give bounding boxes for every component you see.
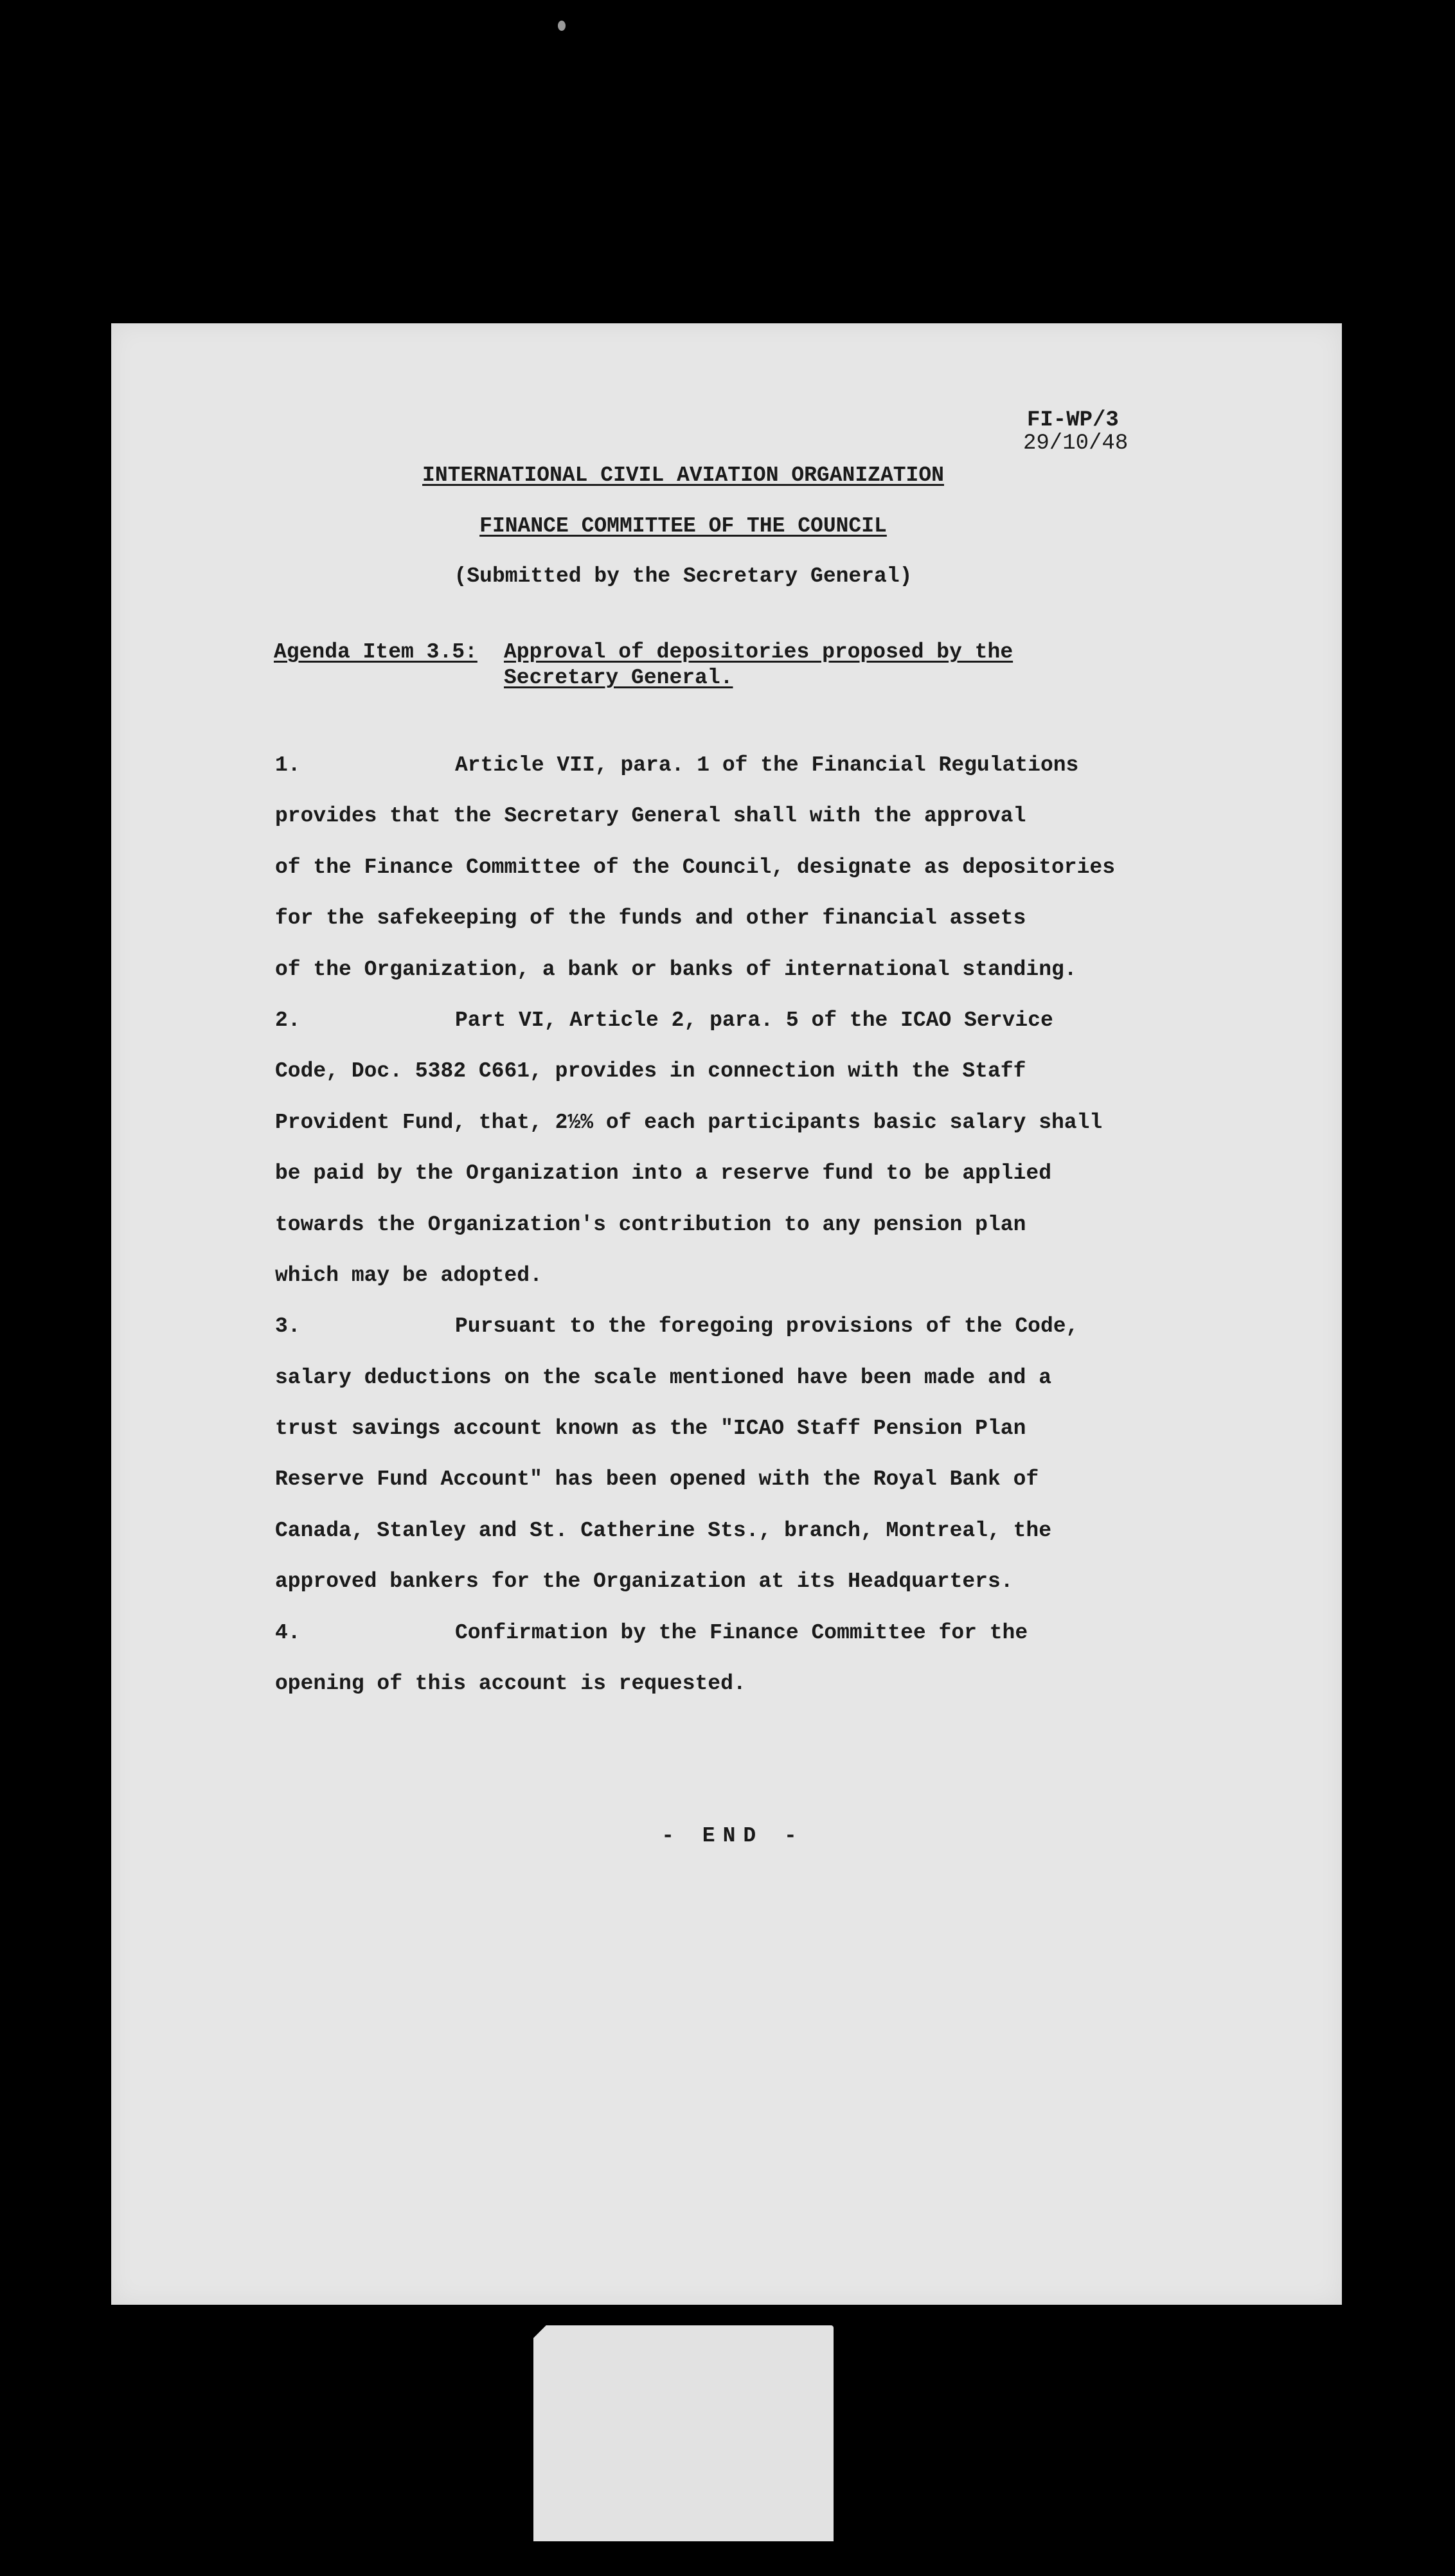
paragraph-line: Provident Fund, that, 2½% of each participants basic salary shall xyxy=(275,1110,1103,1134)
agenda-label: Agenda Item 3.5: xyxy=(274,640,478,664)
punch-hole-top xyxy=(40,315,85,356)
committee-title-text: FINANCE COMMITTEE OF THE COUNCIL xyxy=(479,514,887,538)
paragraph-line: Reserve Fund Account" has been opened with the Royal Bank of xyxy=(275,1467,1039,1492)
organization-title xyxy=(111,463,1255,487)
paragraph-line: towards the Organization's contribution to any pension plan xyxy=(275,1212,1026,1237)
paragraph-text: Pursuant to the foregoing provisions of the Code, xyxy=(455,1314,1079,1339)
paragraph-text: Confirmation by the Finance Committee for the xyxy=(455,1620,1028,1645)
paragraph-line: provides that the Secretary General shall with the approval xyxy=(275,804,1026,828)
paragraph-line: which may be adopted. xyxy=(275,1263,542,1287)
agenda-subject-line: Secretary General. xyxy=(504,666,733,690)
paragraph-line: opening of this account is requested. xyxy=(275,1672,746,1696)
submitted-by: (Submitted by the Secretary General) xyxy=(454,564,913,588)
punch-hole-bottom xyxy=(36,1608,81,1649)
paragraph-line: of the Organization, a bank or banks of international standing. xyxy=(275,957,1077,981)
paragraph-first-line xyxy=(275,995,1278,1046)
paragraph-line: salary deductions on the scale mentioned have been made and a xyxy=(275,1365,1051,1390)
paragraph-first-line xyxy=(275,740,1278,791)
end-mark: - END - xyxy=(661,1824,805,1848)
dust-speck xyxy=(558,21,566,31)
committee-title xyxy=(111,514,1255,538)
paragraph-line: trust savings account known as the "ICAO Staff Pension Plan xyxy=(275,1417,1026,1441)
document-body xyxy=(275,740,1278,1709)
paragraph-line: for the safekeeping of the funds and other financial assets xyxy=(275,906,1026,931)
paragraph-line: of the Finance Committee of the Council, designate as depositories xyxy=(275,855,1116,879)
paragraph-number: 1. xyxy=(275,753,301,777)
paragraph-first-line xyxy=(275,1301,1278,1352)
paragraph-number: 2. xyxy=(275,1008,301,1032)
agenda-subject-line: Approval of depositories proposed by the xyxy=(504,640,1013,664)
paragraph-text: Article VII, para. 1 of the Financial Regulations xyxy=(455,753,1079,777)
agenda-subject xyxy=(504,640,1082,691)
paragraph-line: approved bankers for the Organization at its Headquarters. xyxy=(275,1570,1013,1594)
paragraph-number: 3. xyxy=(275,1314,301,1339)
reference-code: FI-WP/3 xyxy=(1027,408,1119,433)
document-page xyxy=(111,323,1342,2305)
blank-tab-card xyxy=(533,2325,834,2541)
paragraph-line: Canada, Stanley and St. Catherine Sts., branch, Montreal, the xyxy=(275,1518,1051,1543)
organization-title-text: INTERNATIONAL CIVIL AVIATION ORGANIZATION xyxy=(422,463,944,487)
paragraph-number: 4. xyxy=(275,1620,301,1645)
document-reference xyxy=(1023,408,1129,456)
paragraph-first-line xyxy=(275,1607,1278,1658)
paragraph-line: be paid by the Organization into a reserve fund to be applied xyxy=(275,1161,1051,1186)
paragraph-text: Part VI, Article 2, para. 5 of the ICAO Service xyxy=(455,1008,1053,1032)
reference-date: 29/10/48 xyxy=(1023,431,1129,456)
paragraph-line: Code, Doc. 5382 C661, provides in connection with the Staff xyxy=(275,1059,1026,1084)
